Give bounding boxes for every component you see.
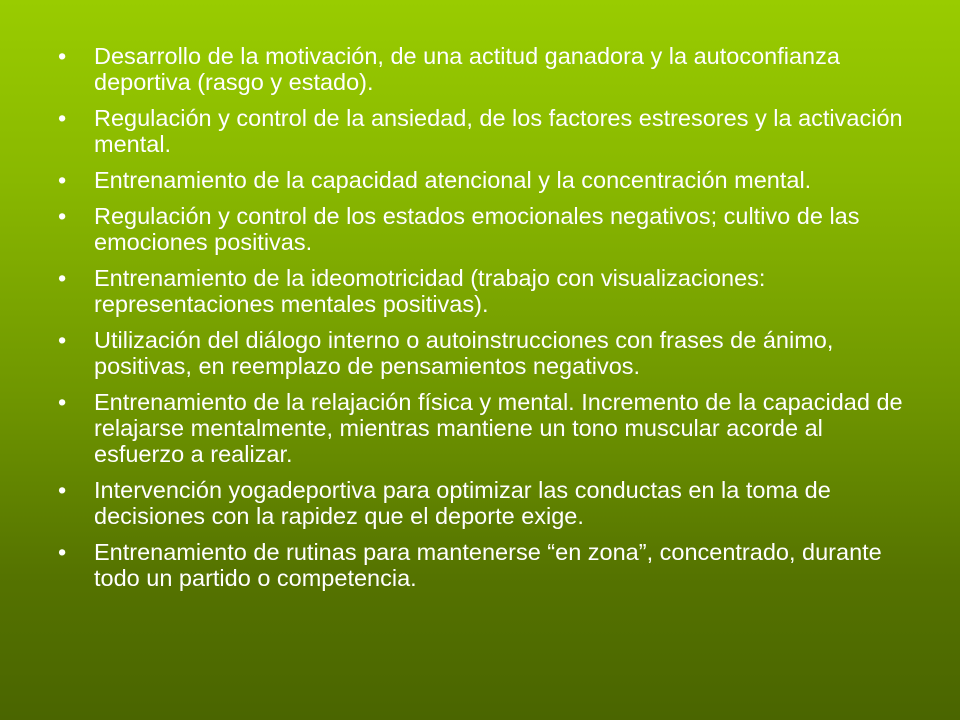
- bullet-dot: •: [58, 477, 67, 503]
- bullet-item: [58, 265, 908, 317]
- bullet-dot: •: [58, 105, 67, 131]
- bullet-text: Entrenamiento de la capacidad atencional y la concentración mental.: [94, 167, 812, 193]
- bullet-list: [58, 43, 908, 601]
- bullet-text: Intervención yogadeportiva para optimizar las conductas en la toma de decisiones con la rapidez que el deporte exige.: [94, 477, 831, 529]
- bullet-item: [58, 167, 908, 193]
- bullet-item: [58, 539, 908, 591]
- bullet-dot: •: [58, 327, 67, 353]
- bullet-dot: •: [58, 167, 67, 193]
- bullet-item: [58, 43, 908, 95]
- bullet-item: [58, 105, 908, 157]
- bullet-dot: •: [58, 265, 67, 291]
- bullet-text: Entrenamiento de la relajación física y mental. Incremento de la capacidad de relajarse mentalmente, mientras mantiene un tono muscular acorde al esfuerzo a realizar.: [94, 389, 903, 467]
- bullet-item: [58, 327, 908, 379]
- bullet-text: Utilización del diálogo interno o autoinstrucciones con frases de ánimo, positivas, en reemplazo de pensamientos negativos.: [94, 327, 834, 379]
- bullet-text: Entrenamiento de la ideomotricidad (trabajo con visualizaciones: representaciones mentales positivas).: [94, 265, 766, 317]
- bullet-item: [58, 203, 908, 255]
- bullet-dot: •: [58, 539, 67, 565]
- bullet-dot: •: [58, 389, 67, 415]
- bullet-text: Desarrollo de la motivación, de una actitud ganadora y la autoconfianza deportiva (rasgo y estado).: [94, 43, 840, 95]
- bullet-item: [58, 477, 908, 529]
- bullet-dot: •: [58, 203, 67, 229]
- bullet-item: [58, 389, 908, 467]
- bullet-text: Regulación y control de la ansiedad, de los factores estresores y la activación mental.: [94, 105, 903, 157]
- bullet-text: Entrenamiento de rutinas para mantenerse “en zona”, concentrado, durante todo un partido o competencia.: [94, 539, 882, 591]
- bullet-text: Regulación y control de los estados emocionales negativos; cultivo de las emociones positivas.: [94, 203, 860, 255]
- bullet-dot: •: [58, 43, 67, 69]
